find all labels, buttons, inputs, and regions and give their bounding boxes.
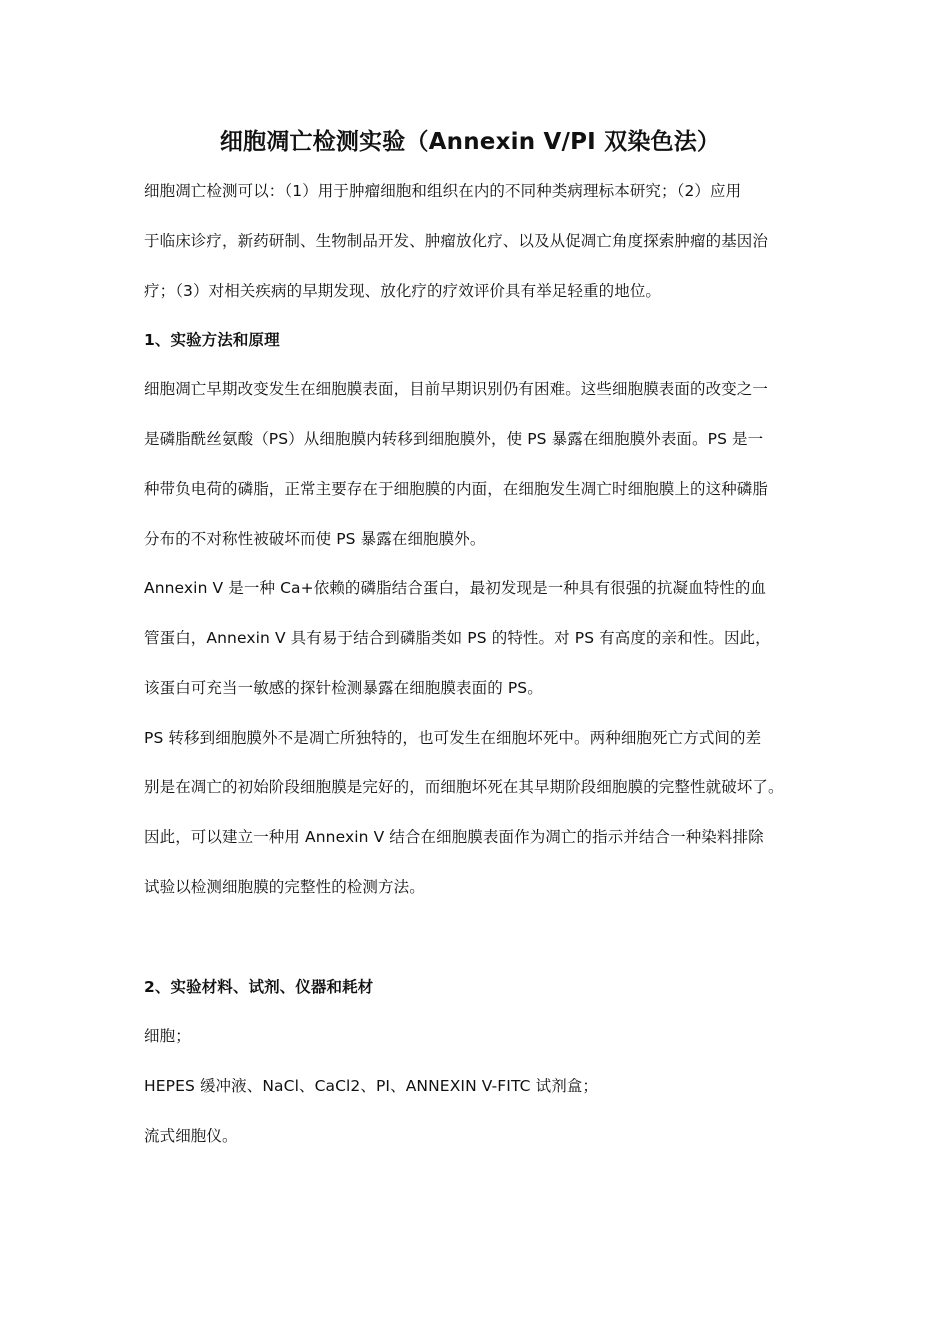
principle-p3-line-3: 因此，可以建立一种用 Annexin V 结合在细胞膜表面作为凋亡的指示并结合一种染料排除	[144, 828, 764, 846]
principle-p1-line-2: 是磷脂酰丝氨酸（PS）从细胞膜内转移到细胞膜外，使 PS 暴露在细胞膜外表面。PS 是一	[144, 430, 764, 448]
materials-item-instrument: 流式细胞仪。	[144, 1127, 238, 1145]
principle-p3-line-4: 试验以检测细胞膜的完整性的检测方法。	[144, 878, 425, 896]
section-2-heading: 2、实验材料、试剂、仪器和耗材	[144, 978, 374, 996]
principle-p2-line-2: 管蛋白，Annexin V 具有易于结合到磷脂类如 PS 的特性。对 PS 有高度的亲和性。因此，	[144, 629, 771, 647]
principle-p1-line-4: 分布的不对称性被破坏而使 PS 暴露在细胞膜外。	[144, 530, 486, 548]
principle-p2-line-3: 该蛋白可充当一敏感的探针检测暴露在细胞膜表面的 PS。	[144, 679, 543, 697]
intro-line-2: 于临床诊疗，新药研制、生物制品开发、肿瘤放化疗、以及从促凋亡角度探索肿瘤的基因治	[144, 232, 769, 250]
principle-p3-line-1: PS 转移到细胞膜外不是凋亡所独特的，也可发生在细胞坏死中。两种细胞死亡方式间的差	[144, 729, 762, 747]
document-title: 细胞凋亡检测实验（Annexin V/PI 双染色法）	[219, 129, 721, 155]
section-1-heading: 1、实验方法和原理	[144, 331, 280, 349]
principle-p2-line-1: Annexin V 是一种 Ca+依赖的磷脂结合蛋白，最初发现是一种具有很强的抗凝血特性的血	[144, 579, 767, 597]
intro-line-3: 疗；（3）对相关疾病的早期发现、放化疗的疗效评价具有举足轻重的地位。	[144, 282, 662, 300]
principle-p1-line-3: 种带负电荷的磷脂，正常主要存在于细胞膜的内面，在细胞发生凋亡时细胞膜上的这种磷脂	[144, 480, 769, 498]
materials-item-cells: 细胞；	[144, 1027, 191, 1045]
principle-p3-line-2: 别是在凋亡的初始阶段细胞膜是完好的，而细胞坏死在其早期阶段细胞膜的完整性就破坏了。	[144, 778, 784, 796]
intro-line-1: 细胞凋亡检测可以：（1）用于肿瘤细胞和组织在内的不同种类病理标本研究；（2）应用	[144, 182, 742, 200]
principle-p1-line-1: 细胞凋亡早期改变发生在细胞膜表面，目前早期识别仍有困难。这些细胞膜表面的改变之一	[144, 380, 769, 398]
materials-item-reagents: HEPES 缓冲液、NaCl、CaCl2、PI、ANNEXIN V-FITC 试剂盒；	[144, 1077, 598, 1095]
